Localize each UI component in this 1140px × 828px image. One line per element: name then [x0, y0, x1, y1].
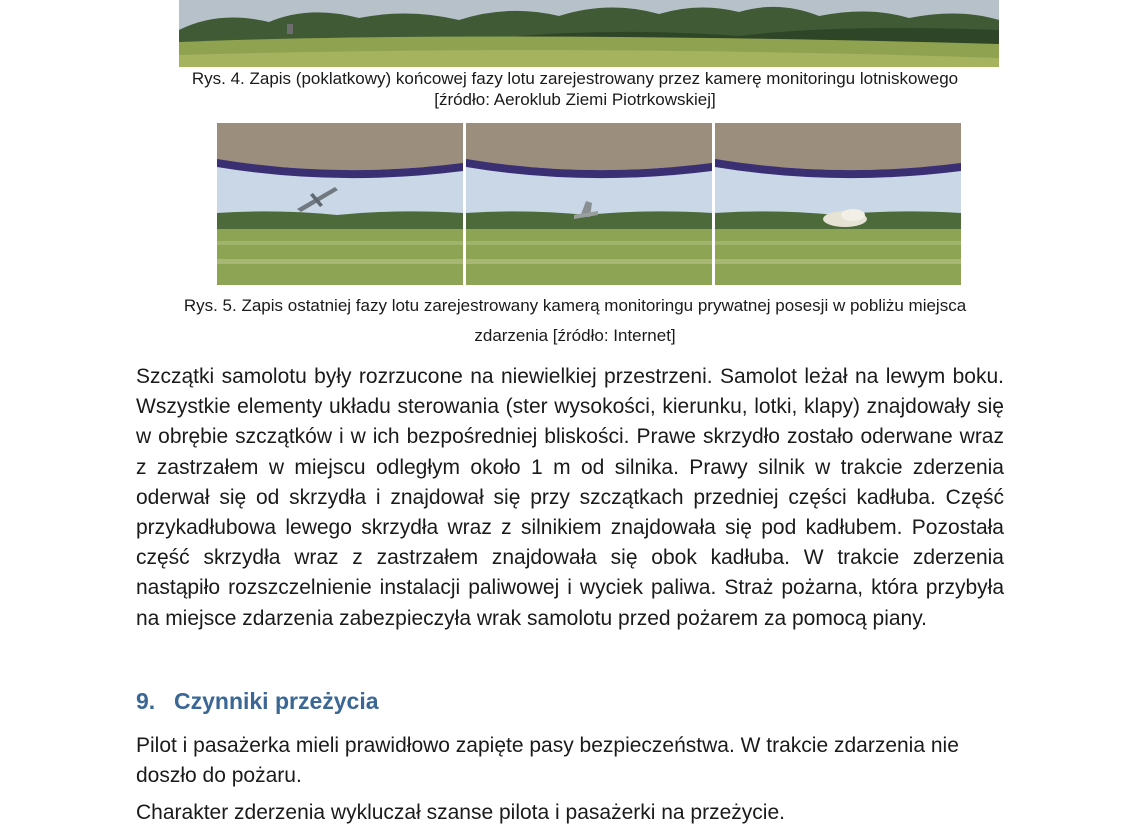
figure-5-frame-2: [466, 123, 712, 285]
section-heading: [136, 688, 379, 715]
section-number: 9.: [136, 688, 156, 714]
figure-5-caption: Rys. 5. Zapis ostatniej fazy lotu zarejestrowany kamerą monitoringu prywatnej posesji w pobliżu miejsca zdarzenia [źródło: Internet]: [183, 296, 967, 345]
figure-4-caption: Rys. 4. Zapis (poklatkowy) końcowej fazy lotu zarejestrowany przez kamerę monitoringu lotniskowego [źródło: Aeroklub Ziemi Piotrkowskiej]: [191, 69, 959, 109]
figure-5-frame-3: [715, 123, 961, 285]
section-title: Czynniki przeżycia: [174, 688, 379, 714]
body-paragraph-wreckage: Szczątki samolotu były rozrzucone na niewielkiej przestrzeni. Samolot leżał na lewym boku. Wszystkie elementy układu sterowania (ster wysokości, kierunku, lotki, klapy) znajdowały się w obrębie szczątków i w ich bezpośredniej bliskości. Prawe skrzydło zostało oderwane wraz z zastrzałem w miejscu odległym około 1 m od silnika. Prawy silnik w trakcie zderzenia oderwał się od skrzydła i znajdował się przy szczątkach przedniej części kadłuba. Część przykadłubowa lewego skrzydła wraz z silnikiem znajdowała się pod kadłubem. Pozostała część skrzydła wraz z zastrzałem znajdowała się obok kadłuba. W trakcie zderzenia nastąpiło rozszczelnienie instalacji paliwowej i wyciek paliwa. Straż pożarna, która przybyła na miejsce zdarzenia zabezpieczyła wrak samolotu przed pożarem za pomocą piany.: [136, 365, 1004, 630]
section-paragraph-seatbelts: Pilot i pasażerka mieli prawidłowo zapięte pasy bezpieczeństwa. W trakcie zdarzenia nie doszło do pożaru.: [136, 734, 959, 788]
figure-4-photo: [179, 0, 999, 67]
figure-5-frame-1: [217, 123, 463, 285]
figure-5-photos: [217, 123, 961, 285]
section-paragraph-survival: Charakter zderzenia wykluczał szanse pilota i pasażerki na przeżycie.: [136, 801, 785, 824]
